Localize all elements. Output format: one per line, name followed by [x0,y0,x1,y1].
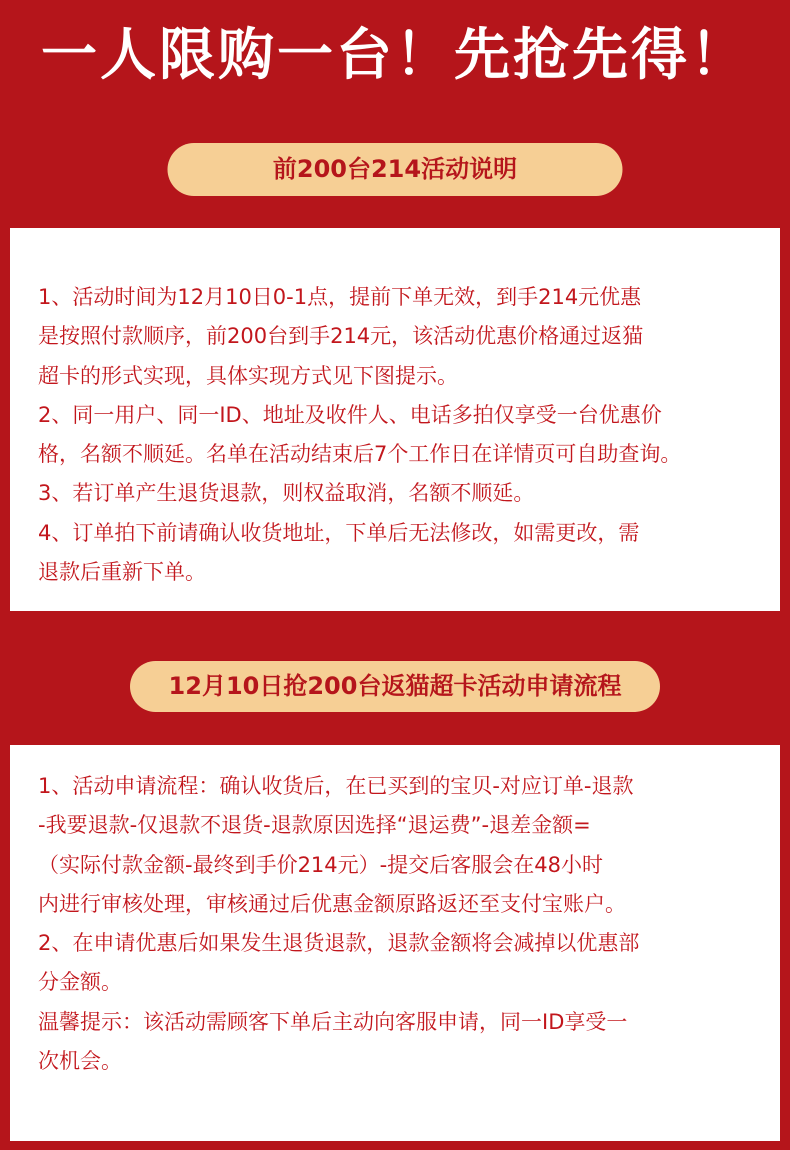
activity-rules-panel [10,228,780,611]
rules-line: 3、若订单产生退货退款，则权益取消，名额不顺延。 [38,481,535,506]
process-line: 温馨提示：该活动需顾客下单后主动向客服申请，同一ID享受一 [38,1009,628,1034]
process-line: -我要退款-仅退款不退货-退款原因选择“退运费”-退差金额= [38,813,591,838]
application-process-panel [10,745,780,1141]
process-line: 次机会。 [38,1049,122,1074]
process-line: 内进行审核处理，审核通过后优惠金额原路返还至支付宝账户。 [38,891,626,916]
rules-line: 超卡的形式实现，具体实现方式见下图提示。 [38,363,458,388]
rules-line: 格，名额不顺延。名单在活动结束后7个工作日在详情页可自助查询。 [38,442,682,467]
section2-title-badge: 12月10日抢200台返猫超卡活动申请流程 [130,661,660,712]
process-line: 1、活动申请流程：确认收货后，在已买到的宝贝-对应订单-退款 [38,774,634,798]
rules-line: 1、活动时间为12月10日0-1点，提前下单无效，到手214元优惠 [38,285,642,309]
process-line: 分金额。 [38,970,122,995]
rules-line: 退款后重新下单。 [38,560,206,585]
process-line: （实际付款金额-最终到手价214元）-提交后客服会在48小时 [38,852,603,877]
rules-line: 是按照付款顺序，前200台到手214元，该活动优惠价格通过返猫 [38,324,644,349]
page-headline: 一人限购一台！先抢先得！ [41,23,749,88]
section1-title-badge: 前200台214活动说明 [168,143,623,196]
process-line: 2、在申请优惠后如果发生退货退款，退款金额将会减掉以优惠部 [38,931,640,956]
rules-line: 2、同一用户、同一ID、地址及收件人、电话多拍仅享受一台优惠价 [38,402,662,427]
rules-line: 4、订单拍下前请确认收货地址，下单后无法修改，如需更改，需 [38,520,640,545]
